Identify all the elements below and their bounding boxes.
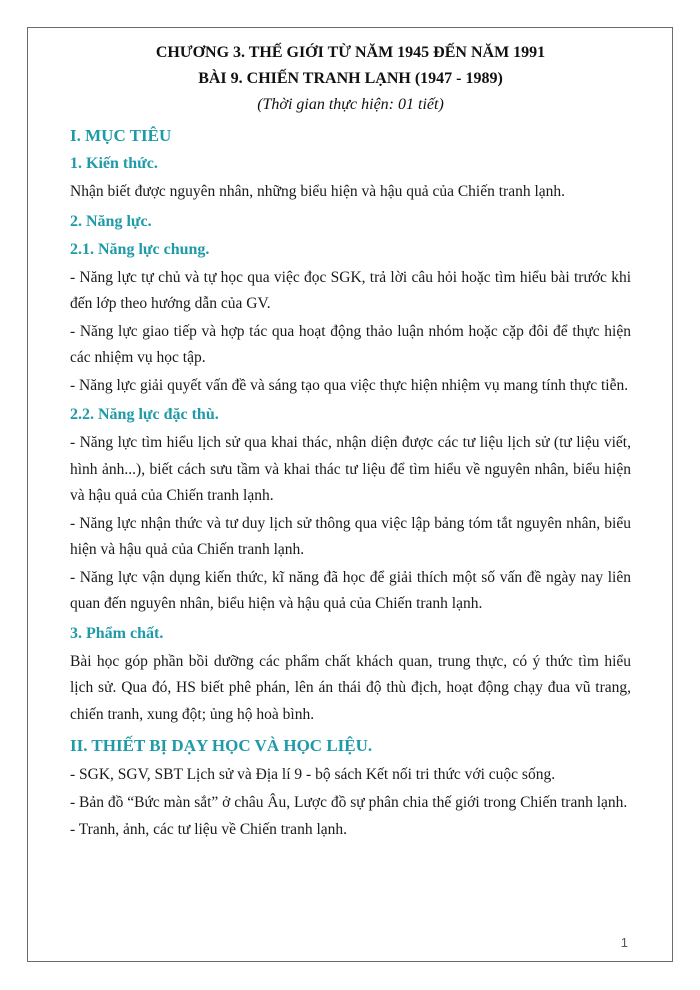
- specific-competence-item: - Năng lực vận dụng kiến thức, kĩ năng đã học để giải thích một số vấn đề ngày nay liên quan đến nguyên nhân, biểu hiện và hậu quả của Chiến tranh lạnh.: [70, 568, 631, 612]
- specific-competence-heading: 2.2. Năng lực đặc thù.: [70, 406, 219, 423]
- lesson-title: BÀI 9. CHIẾN TRANH LẠNH (1947 - 1989): [198, 70, 503, 87]
- qualities-heading: 3. Phẩm chất.: [70, 624, 164, 642]
- competence-heading: 2. Năng lực.: [70, 212, 152, 230]
- equipment-item: - Tranh, ảnh, các tư liệu về Chiến tranh lạnh.: [70, 821, 348, 838]
- page-number: 1: [620, 935, 628, 950]
- general-competence-heading: 2.1. Năng lực chung.: [70, 240, 210, 258]
- general-competence-item: - Năng lực giao tiếp và hợp tác qua hoạt động thảo luận nhóm hoặc cặp đôi để thực hiện các nhiệm vụ học tập.: [70, 322, 631, 366]
- section-objectives-heading: I. MỤC TIÊU: [70, 126, 172, 145]
- chapter-title: CHƯƠNG 3. THẾ GIỚI TỪ NĂM 1945 ĐẾN NĂM 1991: [155, 44, 546, 61]
- knowledge-heading: 1. Kiến thức.: [70, 155, 158, 172]
- section-equipment-heading: II. THIẾT BỊ DẠY HỌC VÀ HỌC LIỆU.: [70, 736, 373, 755]
- specific-competence-item: - Năng lực tìm hiểu lịch sử qua khai thác, nhận diện được các tư liệu lịch sử (tư liệu viết, hình ảnh...), biết cách sưu tầm và khai thác tư liệu để tìm hiểu về nguyên nhân, biểu hiện và hậu quả của Chiến tranh lạnh.: [70, 434, 631, 504]
- duration-note: (Thời gian thực hiện: 01 tiết): [257, 96, 444, 113]
- knowledge-text: Nhận biết được nguyên nhân, những biểu hiện và hậu quả của Chiến tranh lạnh.: [70, 183, 566, 200]
- equipment-item: - SGK, SGV, SBT Lịch sử và Địa lí 9 - bộ sách Kết nối tri thức với cuộc sống.: [70, 766, 556, 783]
- specific-competence-item: - Năng lực nhận thức và tư duy lịch sử thông qua việc lập bảng tóm tắt nguyên nhân, biểu hiện và hậu quả của Chiến tranh lạnh.: [70, 514, 631, 558]
- general-competence-item: - Năng lực giải quyết vấn đề và sáng tạo qua việc thực hiện nhiệm vụ mang tính thực tiễn.: [70, 376, 629, 394]
- equipment-item: - Bản đồ “Bức màn sắt” ở châu Âu, Lược đồ sự phân chia thế giới trong Chiến tranh lạnh.: [70, 793, 628, 811]
- qualities-text: Bài học góp phần bồi dưỡng các phẩm chất khách quan, trung thực, có ý thức tìm hiểu lịch sử. Qua đó, HS biết phê phán, lên án thái độ thù địch, hoạt động chạy đua vũ trang, chiến tranh, xung đột; ủng hộ hoà bình.: [70, 652, 631, 723]
- document-body: [70, 40, 631, 845]
- general-competence-item: - Năng lực tự chủ và tự học qua việc đọc SGK, trả lời câu hỏi hoặc tìm hiểu bài trước khi đến lớp theo hướng dẫn của GV.: [70, 268, 631, 312]
